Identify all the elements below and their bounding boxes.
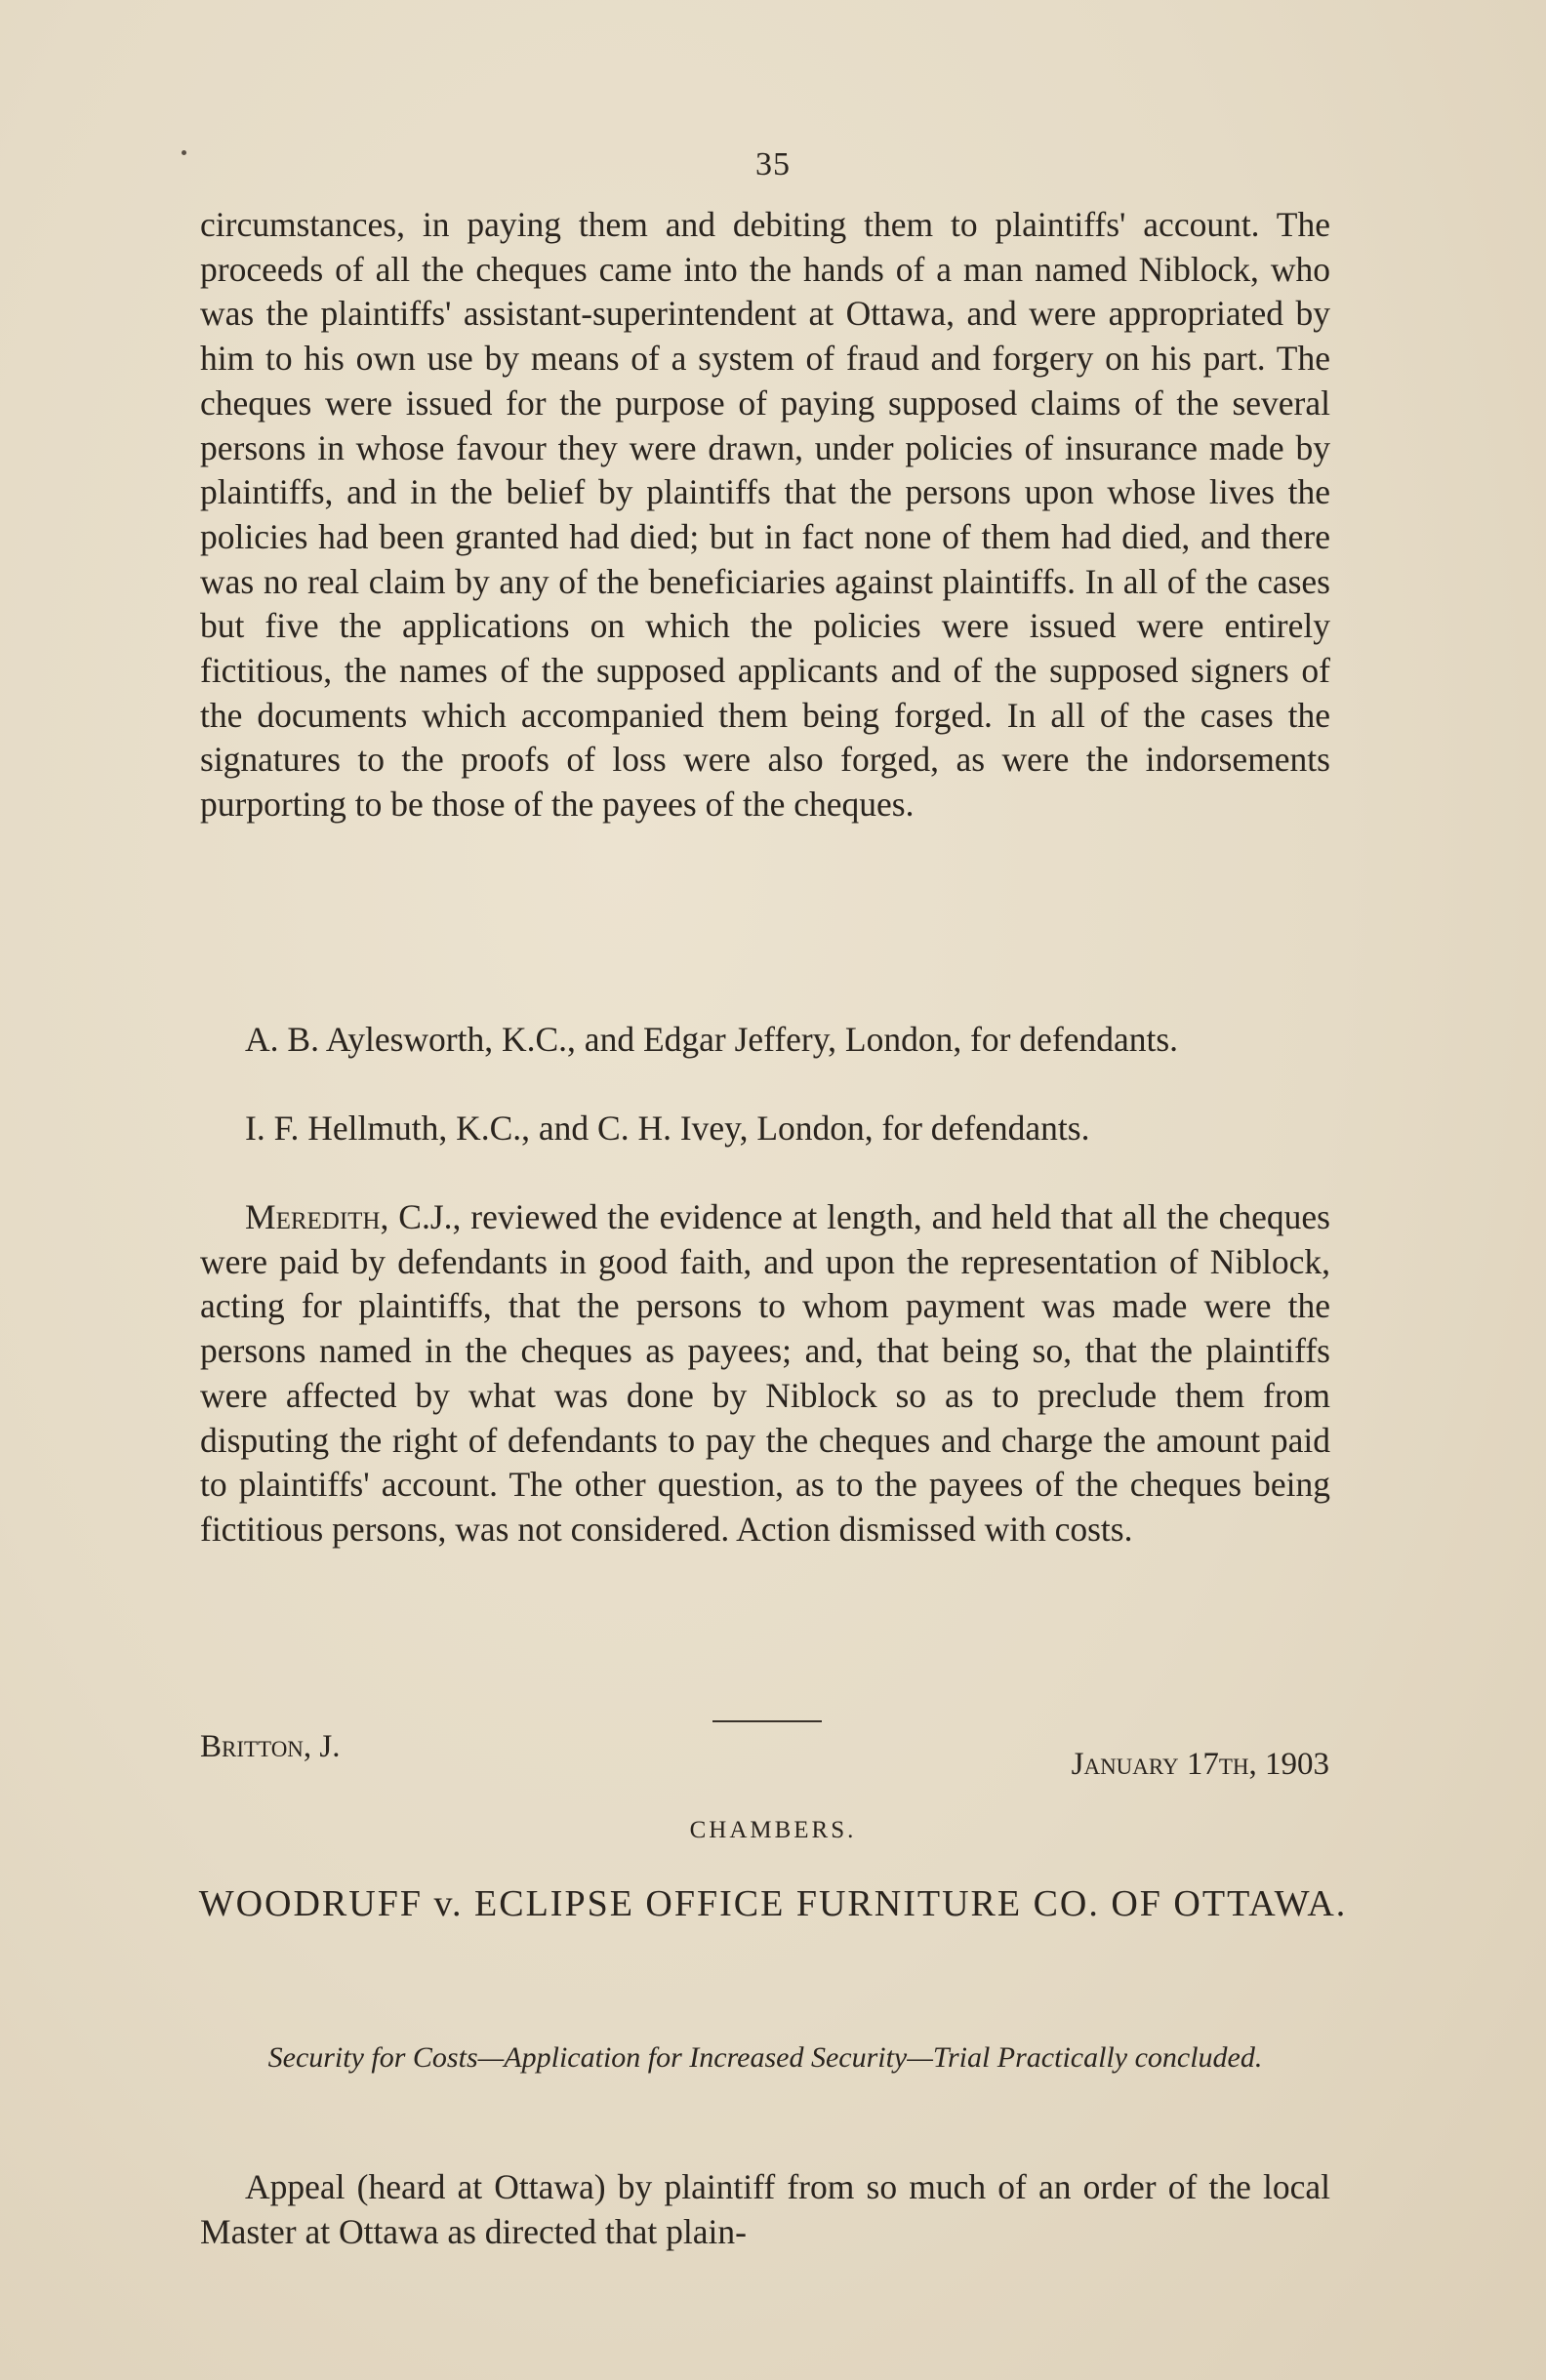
judgment-text: , C.J., reviewed the evidence at length, and held that all the cheques were paid by defendants in good faith, and upon the representation of Niblock, acting for plaintiffs, that the persons to whom payment was made were the persons named in the cheques as payees; and, that being so, that the plaintiffs were affected by what was done by Niblock so as to preclude them from disputing the right of defendants to pay the cheques and charge the amount paid to plaintiffs' account. The other question, as to the payees of the cheques being fictitious persons, was not considered. Action dismissed with costs. — [200, 1197, 1330, 1549]
court-heading: CHAMBERS. — [689, 1817, 857, 1843]
judge-name: Meredith — [245, 1197, 381, 1236]
case-headnote: Security for Costs—Application for Increased Security—Trial Practically concluded. — [267, 2041, 1263, 2074]
case-date: January 17th, 1903 — [1071, 1747, 1329, 1782]
case-judge: Britton, J. — [200, 1729, 341, 1764]
paragraph-counsel-2: I. F. Hellmuth, K.C., and C. H. Ivey, London, for defendants. — [245, 1109, 1090, 1148]
section-divider — [712, 1720, 822, 1722]
case-title: WOODRUFF v. ECLIPSE OFFICE FURNITURE CO. OF OTTAWA. — [198, 1883, 1348, 1924]
paragraph-facts: circumstances, in paying them and debiting them to plaintiffs' account. The proceeds of all the cheques came into the hands of a man named Niblock, who was the plaintiffs' assistant-superintendent at Ottawa, and were appropriated by him to his own use by means of a system of fraud and forgery on his part. The cheques were issued for the purpose of paying supposed claims of the several persons in whose favour they were drawn, under policies of insurance made by plaintiffs, and in the belief by plaintiffs that the persons upon whose lives the policies had been granted had died; but in fact none of them had died, and there was no real claim by any of the beneficiaries against plaintiffs. In all of the cases but five the applications on which the policies were issued were entirely fictitious, the names of the supposed applicants and of the supposed signers of the documents which accompanied them being forged. In all of the cases the signatures to the proofs of loss were also forged, as were the indorsements purporting to be those of the payees of the cheques. — [200, 205, 1330, 825]
paragraph-appeal: Appeal (heard at Ottawa) by plaintiff from so much of an order of the local Master at Ottawa as directed that plain- — [200, 2167, 1330, 2251]
paragraph-counsel-1: A. B. Aylesworth, K.C., and Edgar Jeffery, London, for defendants. — [245, 1020, 1179, 1059]
page-number: 35 — [755, 146, 791, 182]
paragraph-judgment — [200, 1195, 1330, 1553]
